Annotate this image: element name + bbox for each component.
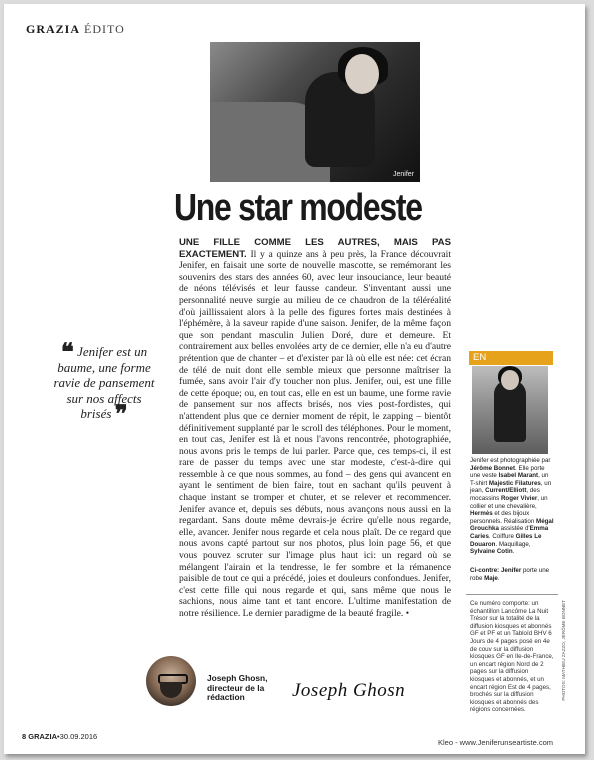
credit-part: Sylvaine Cotin: [470, 548, 513, 556]
credit-part: Jenifer est photographiée par: [470, 457, 551, 464]
credit-part: , un jean,: [470, 479, 552, 495]
credit-part: assistée d': [498, 525, 530, 533]
open-quote-icon: ❝: [60, 340, 74, 366]
site-watermark: Kleo - www.Jeniferunseartiste.com: [438, 738, 554, 747]
credit-part: . Coiffure: [488, 532, 516, 540]
cover-photo: [472, 366, 548, 454]
article-end-mark: •: [405, 608, 410, 619]
credit-part: Isabel Marant: [498, 472, 539, 480]
author-block: [207, 674, 287, 703]
hero-photo: [210, 42, 420, 182]
credit-part: Hermès: [470, 510, 493, 518]
article-title: Une star modeste: [174, 187, 422, 229]
credit-part: Emma Caries: [470, 525, 549, 540]
header-section: ÉDITO: [84, 22, 125, 36]
footer-brand: GRAZIA: [28, 732, 58, 741]
article-text: Il y a quinze ans à peu près, la France découvrait Jenifer, en faisait une sorte de nouvelle mascotte, se remémorant les souvenirs des stars des années 60, avec leur insouciance, leur beauté de néons télévisés et leur fausse candeur. S'inventant aussi une personnalité neuve surgie au milieu de ce chaudron de la téléréalité d'où jaillissaient alors à la pelle des figures fortes mais destinées à l'éphémère, à la saveur rapide d'une saison. Jenifer, de la même façon que son pendant masculin Julien Doré, dure et demeure. Et contrairement aux belles envolées arty de ce dernier, elle n'a eu d'autre prétention que de chanter – et d'exister par là où elle est née: cet écran de télé de nuit dont elle semble mieux que personne maîtriser la fumée, sans avoir l'air d'y toucher non plus. Jenifer, oui, est une fille de cette époque; ou, en tout cas, elle en est un baume, une forme ravie de pansement sur nos affects brisés, nos vies post-fordistes, qui n'attendent plus que ce dernier moment de répit, le zapping – bientôt définitivement supplanté par le scroll des téléphones. Pour le moment, en tout cas, Jenifer est là et nous l'avons rencontrée, photographiée, nous avons pris le temps de lui parler. Parce que, ces temps-ci, il est rare de passer du temps avec une star modeste, c'est-à-dire qui ressemble à ce que nous sommes, au fond – des gens qui avancent en ayant le sentiment de bien faire, tout en sachant qu'ils peuvent à chaque instant se tromper et chuter, et se relever et recommencer. Jenifer avance et, depuis ses débuts, nous avançons nous aussi en la regardant. Sans doute même devrais-je écrire qu'elle nous regarde, elle, avancer. Jenifer nous regarde et cela nous plaît. De ce regard que nous avons capté partout sur nos photos, plus loin page 56, et que vous pouvez scruter sur l'image plus haut ici: un regard où se mélangent l'airain et la tendresse, le fer sombre et la rémanence paisible de tout ce qui a précédé, joies et douleurs confondues. Jenifer, c'est cette fille qui nous regarde et qui, sans même que nous le sachions, nous aime tant et tant encore. L'ultime manifestation de notre résilience. Le dernier paradigme de la beauté fragile.: [179, 248, 451, 619]
sidebar-heading: EN: [469, 351, 553, 365]
cover-note-brand: Maje: [484, 574, 498, 582]
page-header: [26, 22, 125, 37]
article-lede: UNE FILLE COMME LES AUTRES, MAIS PAS EXACTEMENT.: [179, 237, 451, 260]
cover-note-prefix: Ci-contre: Jenifer: [470, 567, 522, 574]
credit-part: Mégal Grouchka: [470, 517, 554, 533]
cover-credits: [470, 457, 554, 556]
pull-quote: [52, 340, 156, 428]
author-name: Joseph Ghosn,: [207, 673, 268, 683]
credit-part: et des bijoux personnels. Réalisation: [470, 510, 537, 525]
author-role: directeur de la rédaction: [207, 682, 265, 702]
page-number: 8: [22, 732, 27, 741]
cover-note-rest: porte une robe: [470, 567, 550, 582]
magazine-page: [4, 4, 585, 754]
footer-date: •30.09.2016: [57, 732, 98, 741]
credit-part: Jérôme Bonnet: [470, 464, 516, 472]
credit-part: Current/Elliott: [485, 487, 527, 495]
page-footer: [22, 732, 97, 741]
hero-caption: Jenifer: [392, 171, 414, 178]
sidebar-divider: [466, 594, 558, 595]
header-brand: GRAZIA: [26, 22, 81, 36]
credit-part: , un collier et une chevalière,: [470, 494, 548, 510]
credit-part: . Maquillage,: [495, 540, 531, 548]
credit-part: , un T-shirt: [470, 472, 549, 487]
credit-part: . Elle porte une veste: [470, 464, 545, 480]
close-quote-icon: ❞: [114, 402, 128, 428]
credit-part: .: [512, 548, 515, 556]
issue-contents-note: Ce numéro comporte: un échantillon Lancôme La Nuit Trésor sur la totalité de la diffusion kiosques et abonnés GF et PF et un Tabloïd BHV 6 Jours de 4 pages posé en 4e de couv sur la diffusion kiosques GF en Ile-de-France, un encart région Nord de 2 pages sur la diffusion kiosques et abonnés, et un encart région Est de 4 pages, brochés sur la diffusion kiosques et abonnés des régions concernées.: [470, 600, 554, 714]
photo-credit: PHOTOS: MATHIEU ZAZZO, JÉRÔME BONNET: [561, 600, 566, 701]
pull-quote-text: Jenifer est un baume, une forme ravie de pansement sur nos affects brisés: [53, 344, 155, 421]
author-signature: Joseph Ghosn: [292, 680, 406, 701]
credit-part: Majestic Filatures: [488, 479, 541, 487]
article-body: [179, 237, 451, 620]
cover-note: Ci-contre: Jenifer porte une robe Maje.: [470, 567, 550, 582]
credit-part: Roger Vivier: [500, 494, 538, 502]
credit-part: , des mocassins: [470, 487, 540, 502]
author-avatar: [146, 656, 196, 706]
credit-part: Gilles Le Douaron: [470, 532, 542, 548]
